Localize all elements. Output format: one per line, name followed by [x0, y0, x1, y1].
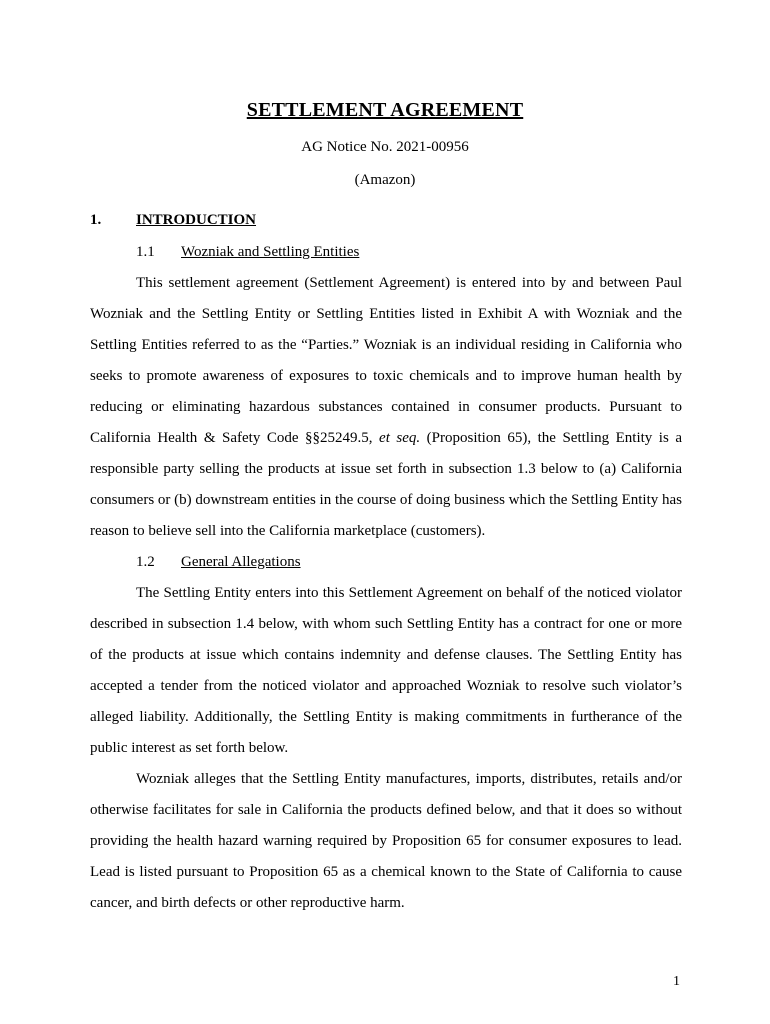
subsection-number: 1.1	[136, 244, 155, 260]
section-heading-introduction	[90, 212, 256, 229]
subheading-wozniak-settling-entities	[136, 244, 359, 261]
page-number: 1	[673, 974, 680, 989]
paragraph-general-allegations: The Settling Entity enters into this Settlement Agreement on behalf of the noticed violator described in subsection 1.4 below, with whom such Settling Entity has a contract for one or more of the products at issue which contains indemnity and defense clauses. The Settling Entity has accepted a tender from the noticed violator and approached Wozniak to resolve such violator’s alleged liability. Additionally, the Settling Entity is making commitments in furtherance of the public interest as set forth below.	[90, 585, 682, 756]
paragraph-text-continued: (Proposition 65), the Settling Entity is a responsible party selling the products at issue set forth in subsection 1.3 below to (a) California consumers or (b) downstream entities in the course of doing business which the Settling Entity has reason to believe sell into the California marketplace (customers).	[90, 430, 682, 539]
subsection-number: 1.2	[136, 554, 155, 570]
subsection-title: Wozniak and Settling Entities	[181, 244, 360, 260]
document-title: SETTLEMENT AGREEMENT	[246, 99, 524, 121]
paragraph-text: This settlement agreement (Settlement Agreement) is entered into by and between Paul Wozniak and the Settling Entity or Settling Entities listed in Exhibit A with Wozniak and the Settling Entities referred to as the “Parties.” Wozniak is an individual residing in California who seeks to promote awareness of exposures to toxic chemicals and to improve human health by reducing or eliminating hazardous substances contained in consumer products. Pursuant to California Health & Safety Code §§25249.5,	[90, 275, 682, 446]
ag-notice-number: AG Notice No. 2021-00956	[301, 139, 469, 155]
company-name: (Amazon)	[354, 172, 416, 188]
subsection-title: General Allegations	[181, 554, 301, 570]
italic-citation: et seq.	[379, 430, 421, 446]
section-number: 1.	[90, 212, 102, 228]
subheading-general-allegations	[136, 554, 301, 571]
section-title: INTRODUCTION	[136, 212, 257, 228]
paragraph-wozniak-alleges: Wozniak alleges that the Settling Entity manufactures, imports, distributes, retails and/or otherwise facilitates for sale in California the products defined below, and that it does so without providing the health hazard warning required by Proposition 65 for consumer exposures to lead. Lead is listed pursuant to Proposition 65 as a chemical known to the State of California to cause cancer, and birth defects or other reproductive harm.	[90, 771, 682, 911]
paragraph-settlement-intro	[90, 268, 682, 547]
